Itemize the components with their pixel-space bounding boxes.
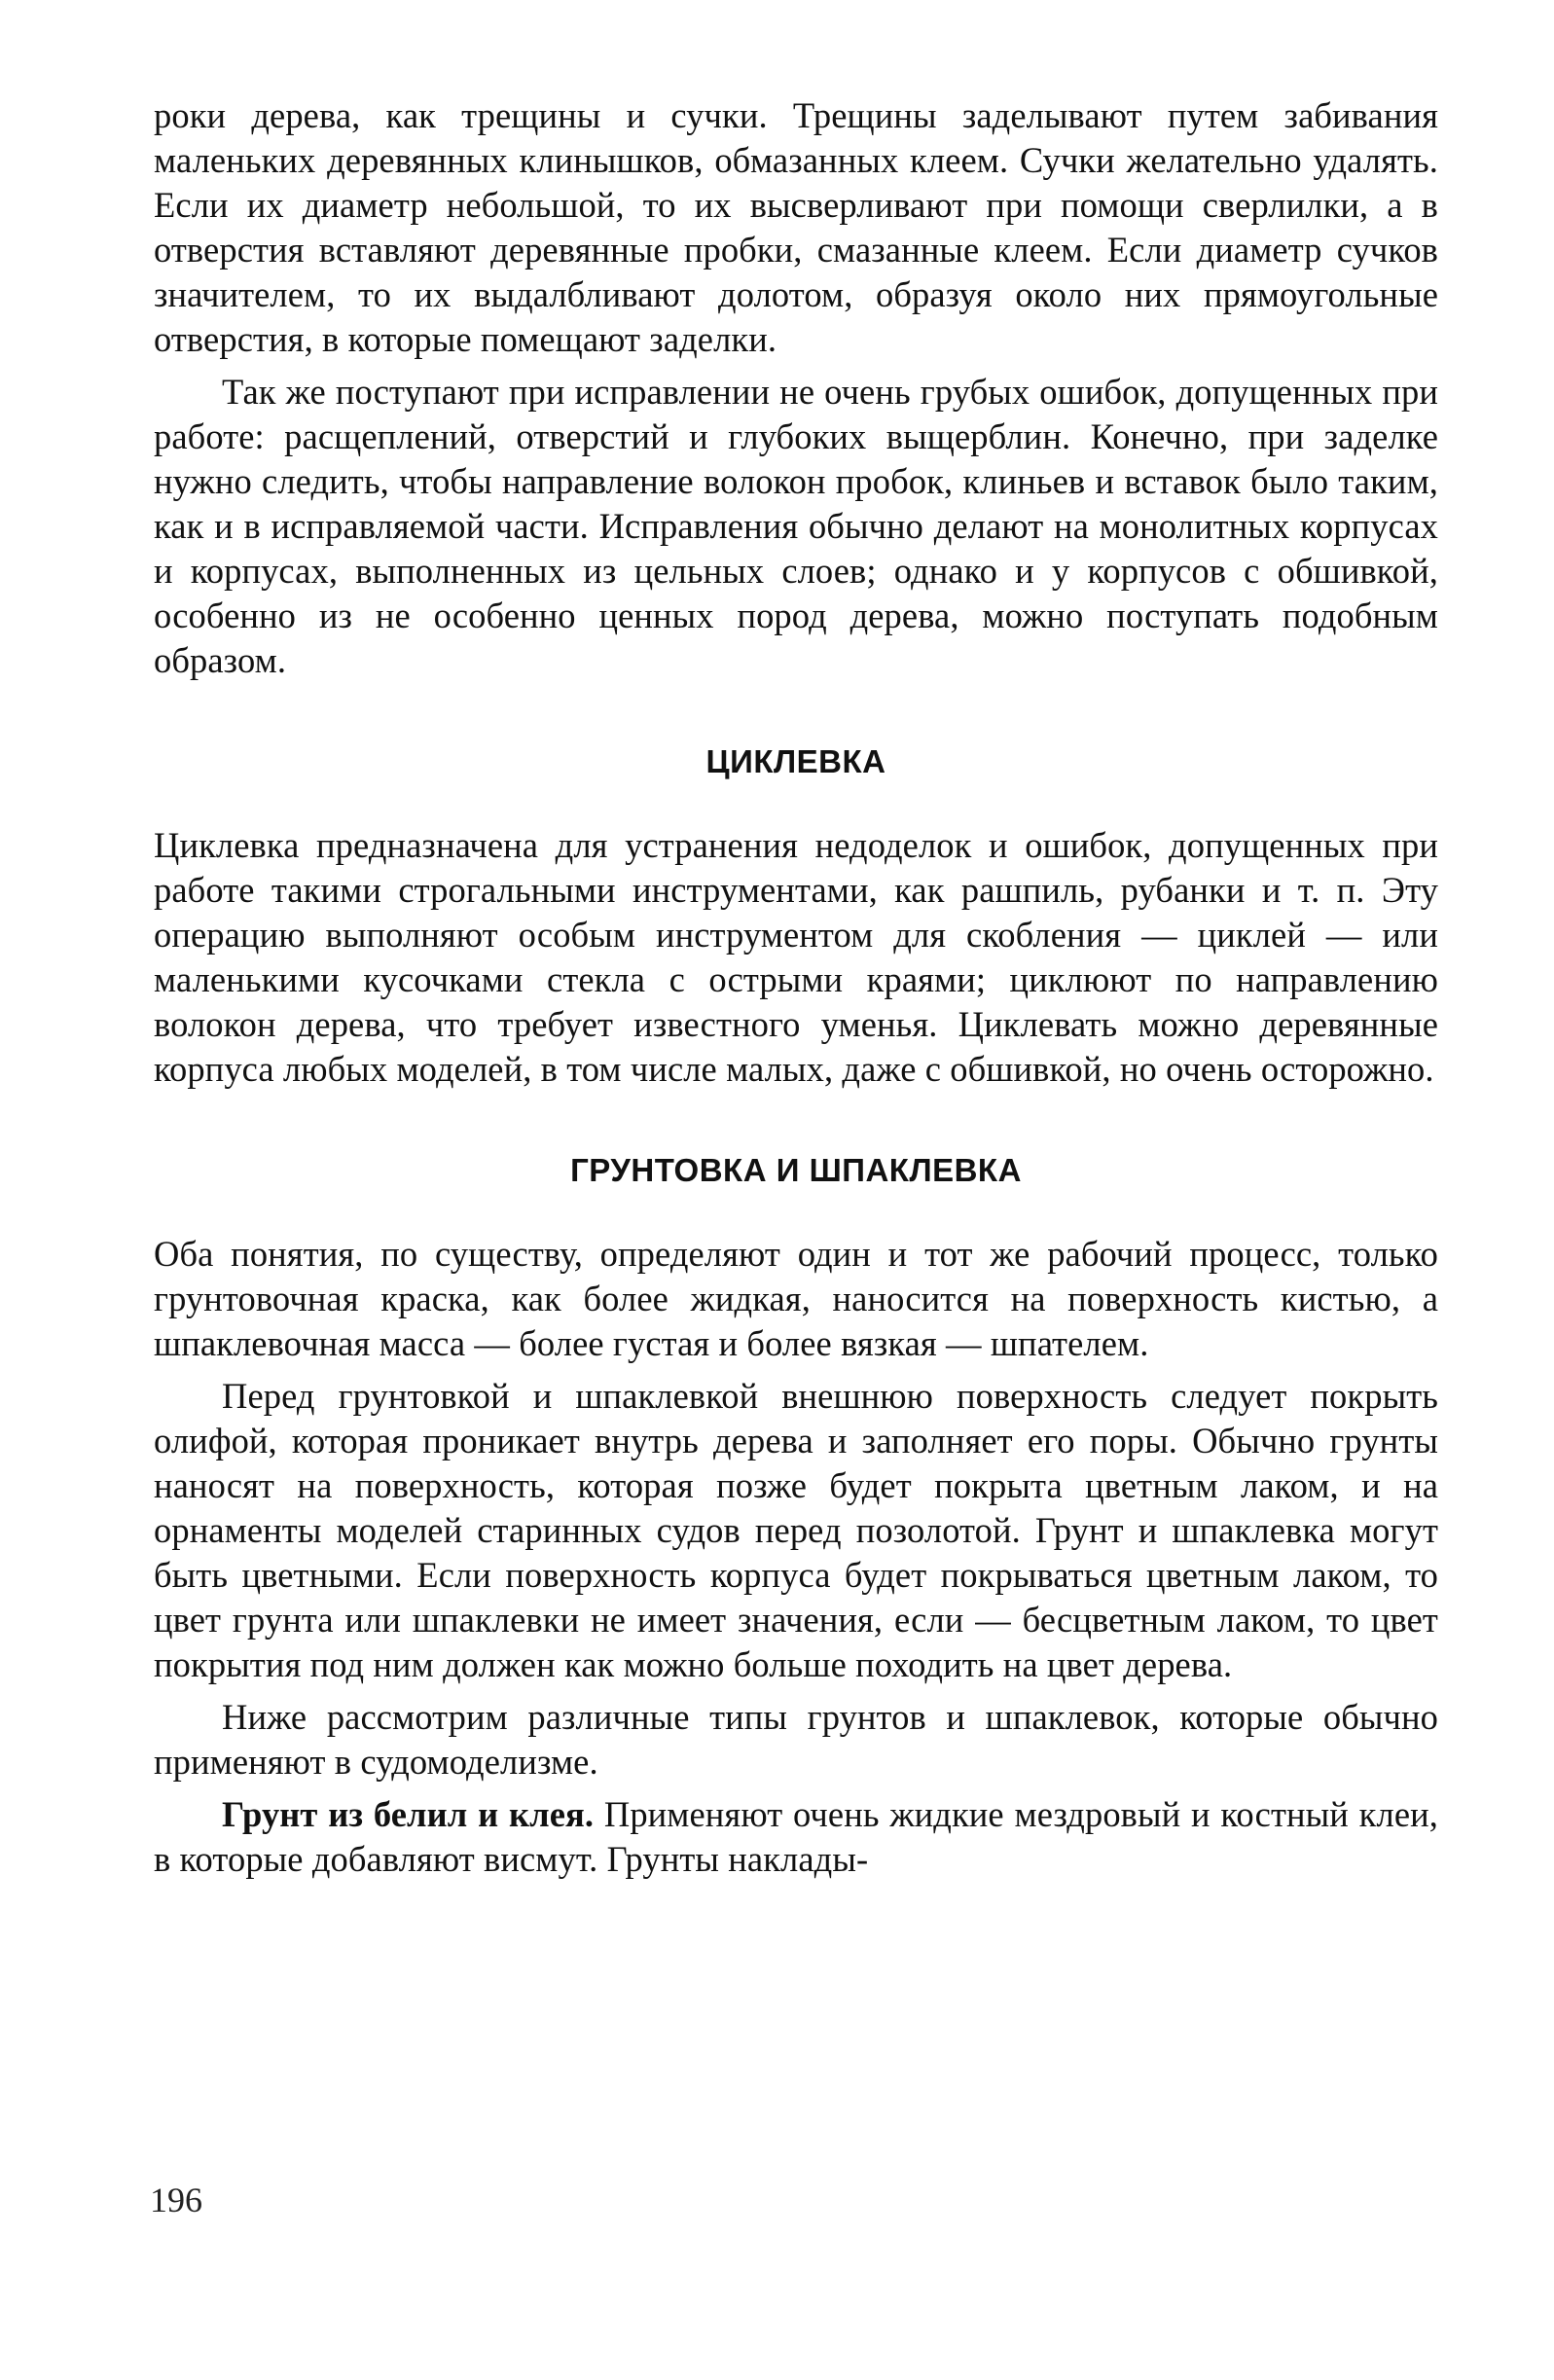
run-in-heading: Грунт из белил и клея. — [222, 1794, 595, 1834]
paragraph-priming-olifa: Перед грунтовкой и шпаклевкой внешнюю поверхность следует покрыть олифой, которая проникает внутрь дерева и заполняет его поры. Обычно грунты наносят на поверхность, которая позже будет покрыта цветным лаком, и на орнаменты моделей старинных судов перед позолотой. Грунт и шпаклевка могут быть цветными. Если поверхность корпуса будет покрываться цветным лаком, то цвет грунта или шпаклевки не имеет значения, если — бесцветным лаком, то цвет покрытия под ним должен как можно больше походить на цвет дерева. — [154, 1376, 1438, 1684]
section-heading-priming: ГРУНТОВКА И ШПАКЛЕВКА — [570, 1152, 1022, 1188]
paragraph-scraping: Циклевка предназначена для устранения недоделок и ошибок, допущенных при работе такими строгальными инструментами, как рашпиль, рубанки и т. п. Эту операцию выполняют особым инструментом для скобления — циклей — или маленькими кусочками стекла с острыми краями; циклюют по направлению волокон дерева, что требует известного уменья. Циклевать можно деревянные корпуса любых моделей, в том числе малых, даже с обшивкой, но очень осторожно. — [154, 825, 1438, 1089]
paragraph-text: Применяют очень жидкие мездровый и костный клеи, в которые добавляют висмут. Грунты наклады- — [154, 1794, 1438, 1879]
paragraph-repairs: Так же поступают при исправлении не очень грубых ошибок, допущенных при работе: расщеплений, отверстий и глубоких выщерблин. Конечно, при заделке нужно следить, чтобы направление волокон пробок, клиньев и вставок было таким, как и в исправляемой части. Исправления обычно делают на монолитных корпусах и корпусах, выполненных из цельных слоев; однако и у корпусов с обшивкой, особенно из не особенно ценных пород дерева, можно поступать подобным образом. — [154, 372, 1438, 680]
section-heading-scraping: ЦИКЛЕВКА — [705, 743, 886, 779]
page-number: 196 — [150, 2181, 202, 2219]
paragraph-priming-intro: Оба понятия, по существу, определяют один и тот же рабочий процесс, только грунтовочная краска, как более жидкая, наносится на поверхность кистью, а шпаклевочная масса — более густая и более вязкая — шпателем. — [154, 1234, 1438, 1363]
paragraph-primer-types: Ниже рассмотрим различные типы грунтов и шпаклевок, которые обычно применяют в судомоделизме. — [154, 1697, 1438, 1782]
paragraph-whitewash-primer — [154, 1792, 1438, 1882]
page-body — [154, 93, 1438, 1882]
paragraph-continuation: роки дерева, как трещины и сучки. Трещины заделывают путем забивания маленьких деревянных клинышков, обмазанных клеем. Сучки желательно удалять. Если их диаметр небольшой, то их высверливают при помощи сверлилки, а в отверстия вставляют деревянные пробки, смазанные клеем. Если диаметр сучков значителем, то их выдалбливают долотом, образуя около них прямоугольные отверстия, в которые помещают заделки. — [154, 95, 1438, 359]
